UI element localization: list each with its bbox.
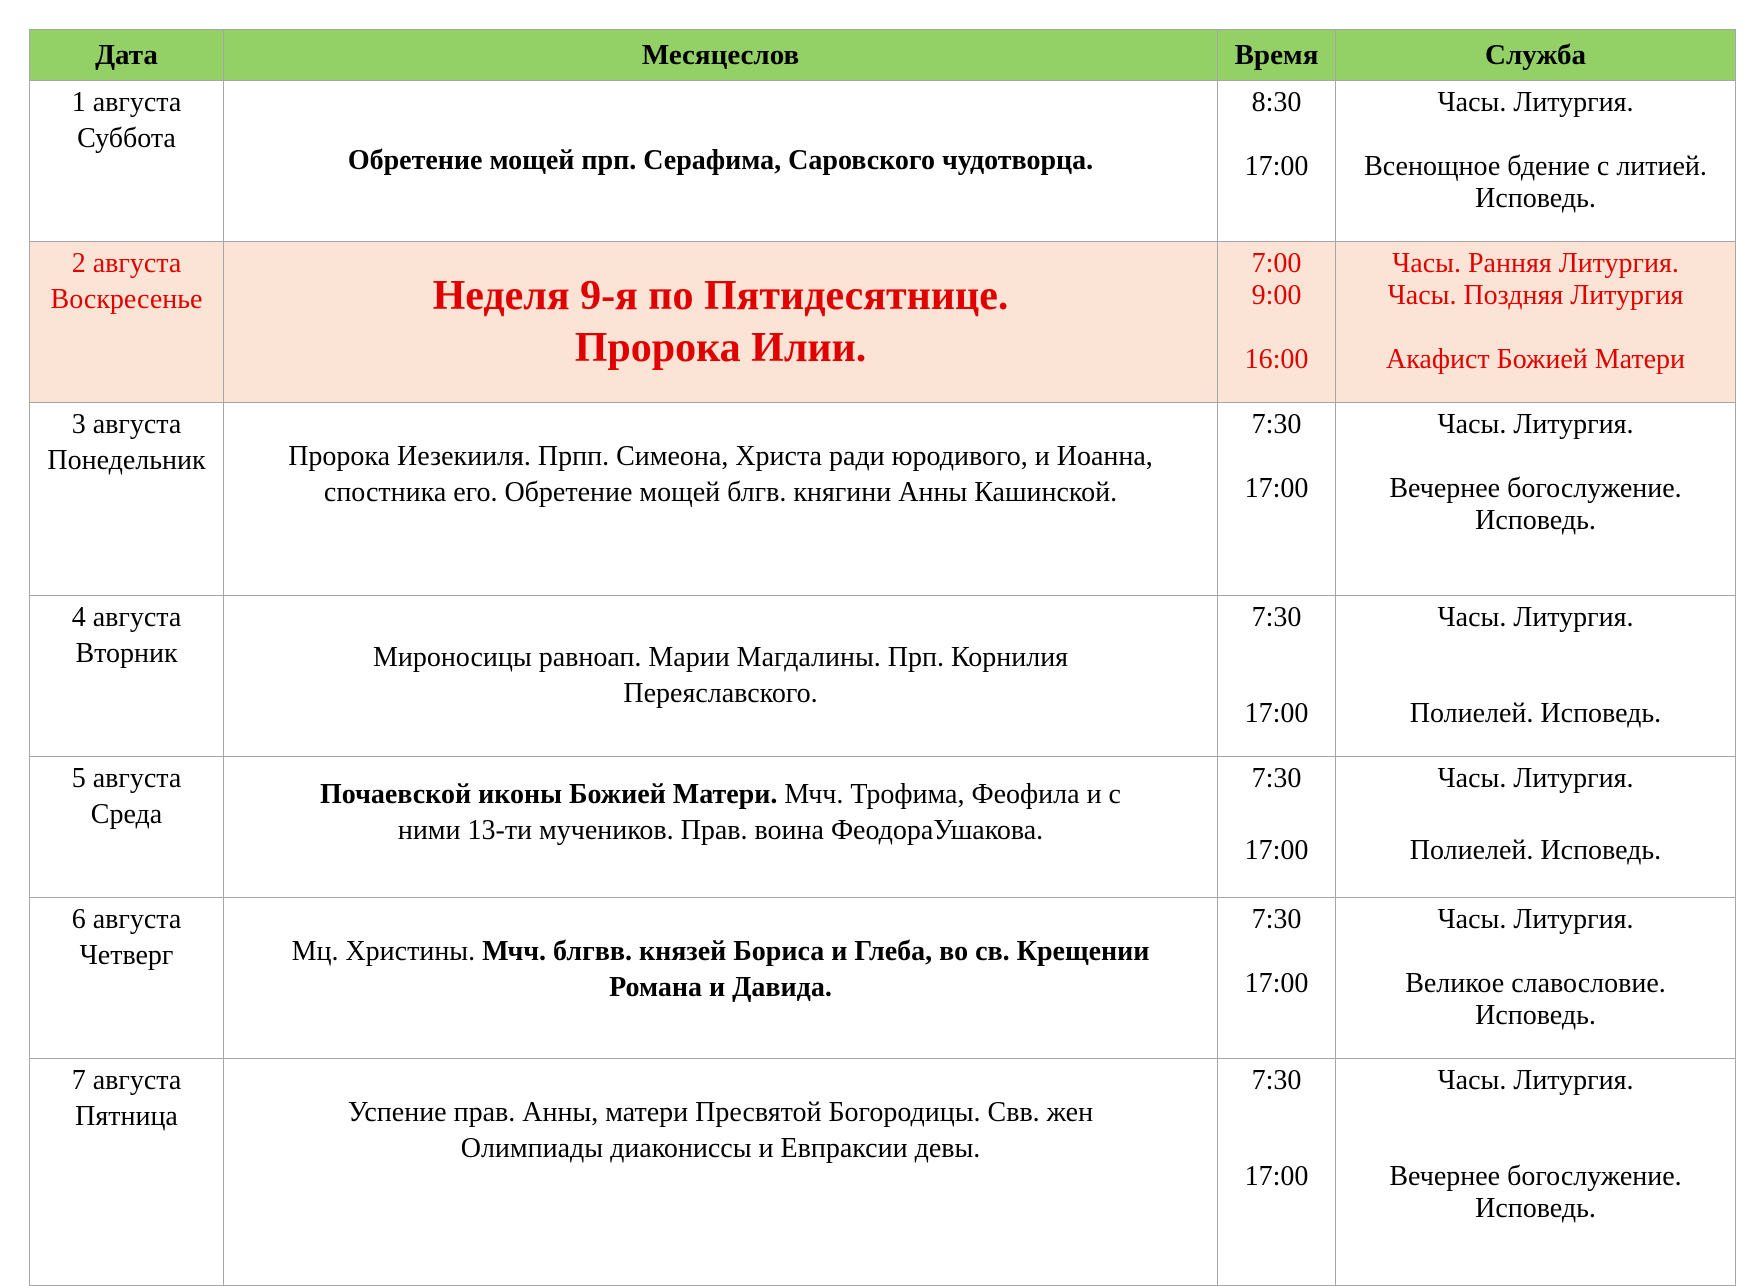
header-date: Дата: [30, 30, 224, 81]
service-text: Часы. Литургия.: [1437, 763, 1634, 794]
saints-text: [232, 777, 1209, 813]
service-text: Исповедь.: [1475, 183, 1596, 214]
service-cell: [1336, 898, 1736, 1059]
service-cell: [1336, 403, 1736, 596]
feast-subtitle: Пророка Илии.: [574, 325, 867, 371]
date-cell: [30, 596, 224, 757]
service-text: Полиелей. Исповедь.: [1409, 835, 1662, 866]
service-text: Полиелей. Исповедь.: [1409, 698, 1662, 729]
time-cell: [1218, 596, 1336, 757]
saints-text: спостника его. Обретение мощей блгв. княгини Анны Кашинской.: [323, 477, 1118, 508]
time-value: 7:30: [1251, 904, 1302, 935]
service-text: Исповедь.: [1475, 505, 1596, 536]
time-value: 7:30: [1251, 602, 1302, 633]
service-text: Часы. Литургия.: [1437, 904, 1634, 935]
time-value: 17:00: [1244, 1161, 1309, 1192]
saints-text: Обретение мощей прп. Серафима, Саровского чудотворца.: [347, 145, 1094, 176]
time-value: 17:00: [1244, 151, 1309, 182]
weekday-text: Суббота: [77, 123, 176, 154]
service-cell: [1336, 757, 1736, 898]
time-cell: [1218, 898, 1336, 1059]
time-value: 17:00: [1244, 968, 1309, 999]
time-cell: [1218, 403, 1336, 596]
saints-bold: Почаевской иконы Божией Матери.: [320, 779, 778, 810]
date-cell: [30, 898, 224, 1059]
time-cell: [1218, 757, 1336, 898]
time-value: 7:30: [1251, 1065, 1302, 1096]
saints-bold: Романа и Давида.: [609, 972, 832, 1003]
table-row: [30, 242, 1736, 403]
weekday-text: Четверг: [79, 940, 174, 971]
saints-text: Олимпиады диакониссы и Евпраксии девы.: [460, 1133, 981, 1164]
service-cell: [1336, 596, 1736, 757]
date-cell: [30, 81, 224, 242]
service-text: Часы. Литургия.: [1437, 1065, 1634, 1096]
saints-cell: [224, 757, 1218, 898]
service-text: Часы. Литургия.: [1437, 409, 1634, 440]
weekday-text: Среда: [90, 799, 163, 830]
time-value: 17:00: [1244, 698, 1309, 729]
time-value: 8:30: [1251, 87, 1302, 118]
time-value: 7:00: [1251, 248, 1302, 279]
saints-cell: [224, 242, 1218, 403]
time-value: 7:30: [1251, 763, 1302, 794]
service-text: Часы. Литургия.: [1437, 602, 1634, 633]
date-text: 3 августа: [71, 409, 182, 440]
service-cell: [1336, 242, 1736, 403]
time-cell: [1218, 81, 1336, 242]
header-time: Время: [1218, 30, 1336, 81]
saints-cell: [224, 81, 1218, 242]
header-row: [30, 30, 1736, 81]
time-cell: [1218, 242, 1336, 403]
service-text: Всенощное бдение с литией.: [1364, 151, 1707, 182]
service-text: Часы. Поздняя Литургия: [1387, 280, 1684, 311]
saints-text: Успение прав. Анны, матери Пресвятой Богородицы. Свв. жен: [347, 1097, 1094, 1128]
date-text: 2 августа: [71, 248, 182, 279]
header-saints: Месяцеслов: [224, 30, 1218, 81]
date-text: 5 августа: [71, 763, 182, 794]
saints-cell: [224, 596, 1218, 757]
feast-title: Неделя 9-я по Пятидесятнице.: [432, 273, 1009, 319]
service-text: Великое славословие.: [1405, 968, 1666, 999]
date-cell: [30, 1059, 224, 1286]
saints-bold: Мчч. блгвв. князей Бориса и Глеба, во св. Крещении: [482, 936, 1150, 967]
weekday-text: Вторник: [75, 638, 178, 669]
service-text: Вечернее богослужение.: [1389, 1161, 1682, 1192]
service-cell: [1336, 1059, 1736, 1286]
saints-text: Переяславского.: [623, 678, 818, 709]
saints-plain: Мц. Христины.: [291, 936, 483, 967]
weekday-text: Пятница: [75, 1101, 178, 1132]
saints-plain: Мчч. Трофима, Феофила и с: [777, 779, 1121, 810]
time-value: 17:00: [1244, 835, 1309, 866]
saints-text: ними 13-ти мучеников. Прав. воина ФеодораУшакова.: [397, 815, 1044, 846]
time-value: 7:30: [1251, 409, 1302, 440]
table-row: [30, 596, 1736, 757]
date-text: 1 августа: [71, 87, 182, 118]
date-cell: [30, 403, 224, 596]
date-text: 4 августа: [71, 602, 182, 633]
saints-text: Мироносицы равноап. Марии Магдалины. Прп. Корнилия: [372, 642, 1069, 673]
time-cell: [1218, 1059, 1336, 1286]
time-value: 16:00: [1244, 344, 1309, 375]
time-value: 17:00: [1244, 473, 1309, 504]
service-text: Вечернее богослужение.: [1389, 473, 1682, 504]
table-row: [30, 403, 1736, 596]
weekday-text: Понедельник: [47, 445, 206, 476]
saints-text: [232, 934, 1209, 970]
service-text: Акафист Божией Матери: [1386, 344, 1685, 375]
service-text: Исповедь.: [1475, 1193, 1596, 1224]
service-text: Исповедь.: [1475, 1000, 1596, 1031]
service-text: Часы. Литургия.: [1437, 87, 1634, 118]
table-row: [30, 898, 1736, 1059]
saints-cell: [224, 403, 1218, 596]
saints-cell: [224, 1059, 1218, 1286]
weekday-text: Воскресенье: [50, 284, 203, 315]
schedule-table: [29, 29, 1736, 1286]
date-cell: [30, 242, 224, 403]
table-row: [30, 81, 1736, 242]
service-cell: [1336, 81, 1736, 242]
date-cell: [30, 757, 224, 898]
saints-text: Пророка Иезекииля. Прпп. Симеона, Христа ради юродивого, и Иоанна,: [288, 441, 1153, 472]
date-text: 7 августа: [71, 1065, 182, 1096]
time-value: 9:00: [1251, 280, 1302, 311]
date-text: 6 августа: [71, 904, 182, 935]
table-row: [30, 1059, 1736, 1286]
table-row: [30, 757, 1736, 898]
header-service: Служба: [1336, 30, 1736, 81]
saints-cell: [224, 898, 1218, 1059]
service-text: Часы. Ранняя Литургия.: [1392, 248, 1679, 279]
